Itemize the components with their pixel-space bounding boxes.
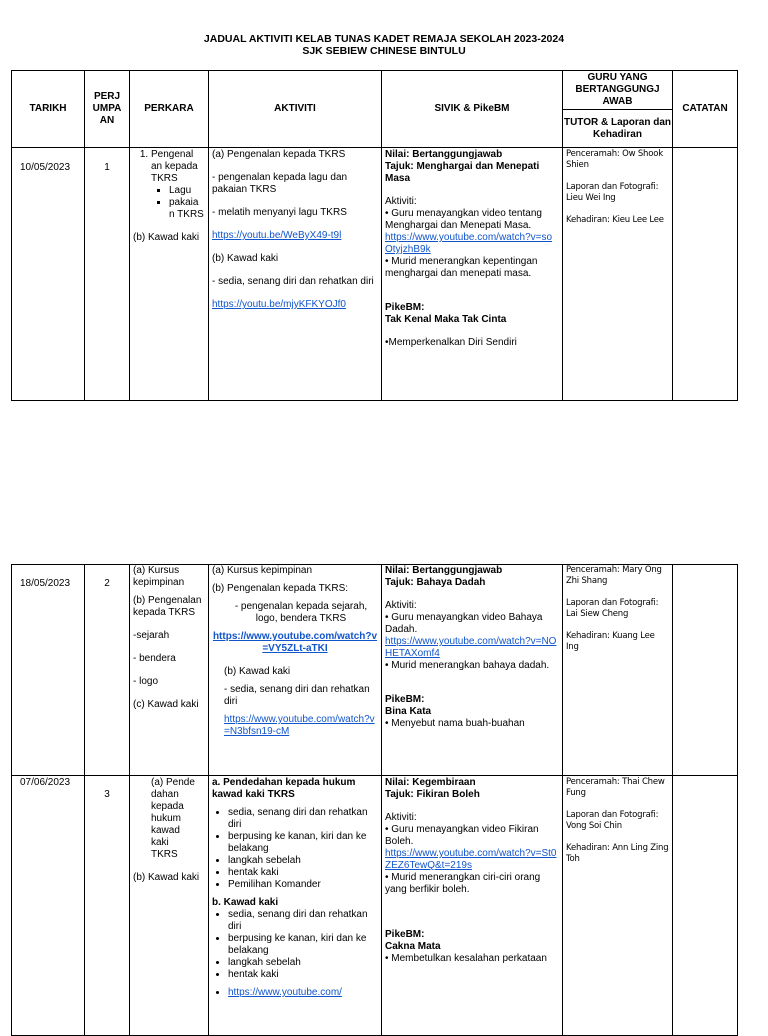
list-item: • berpusing ke kanan, kiri dan ke belakang xyxy=(228,933,378,957)
aktiviti-cell xyxy=(209,565,381,738)
penceramah: Penceramah: Ow Shook Shien xyxy=(566,149,663,170)
date-cell: 18/05/2023 xyxy=(20,578,71,589)
list-item: 1. Pengenal an kepada TKRS xyxy=(151,149,205,185)
penceramah: Penceramah: Thai Chew Fung xyxy=(566,777,665,798)
list-item: • langkah sebelah xyxy=(228,957,378,969)
tutor-cell xyxy=(563,565,672,653)
laporan-fotografi: Laporan dan Fotografi: Lieu Wei Ing xyxy=(566,182,659,203)
nilai-label: Nilai: Bertanggungjawab xyxy=(385,565,503,576)
laporan-fotografi: Laporan dan Fotografi: Vong Soi Chin xyxy=(566,810,659,831)
list-item: • hentak kaki xyxy=(228,969,378,981)
sivik-text: • Murid menerangkan kepentingan menghargai dan menepati masa. xyxy=(385,256,538,279)
list-item: • sedia, senang diri dan rehatkan diri xyxy=(228,909,378,933)
catatan-cell xyxy=(673,148,738,401)
schedule-table-page-1 xyxy=(11,70,738,401)
nilai-label: Nilai: Kegembiraan xyxy=(385,777,476,788)
meeting-number: 1 xyxy=(104,162,110,173)
pikebm-title: Tak Kenal Maka Tak Cinta xyxy=(385,314,507,325)
date-cell: 10/05/2023 xyxy=(20,162,71,173)
document-title: JADUAL AKTIVITI KELAB TUNAS KADET REMAJA SEKOLAH 2023-2024 xyxy=(203,33,565,45)
aktiviti-heading: (b) Kawad kaki xyxy=(212,253,279,264)
aktiviti-text: - pengenalan kepada lagu dan pakaian TKRS xyxy=(212,172,348,195)
pikebm-item: •Memperkenalkan Diri Sendiri xyxy=(385,337,517,348)
sivik-text: • Guru menayangkan video tentang Menghargai dan Menepati Masa. xyxy=(385,208,542,231)
aktiviti-heading: (b) Kawad kaki xyxy=(224,666,291,677)
pikebm-label: PikeBM: xyxy=(385,302,425,313)
aktiviti-heading: b. Kawad kaki xyxy=(212,897,279,908)
pikebm-item: • Membetulkan kesalahan perkataan xyxy=(385,953,547,964)
header-tutor: TUTOR & Laporan dan Kehadiran xyxy=(563,110,673,148)
tajuk-label: Tajuk: Menghargai dan Menepati Masa xyxy=(385,161,540,184)
video-link[interactable]: https://youtu.be/WeByX49-t9l xyxy=(212,230,342,241)
video-link[interactable]: https://youtu.be/mjyKFKYOJf0 xyxy=(212,299,346,310)
table-row xyxy=(12,148,738,401)
perkara-item: (a) Kursus kepimpinan xyxy=(133,565,185,588)
kehadiran: Kehadiran: Kieu Lee Lee xyxy=(566,215,664,225)
aktiviti-heading: (a) Pengenalan kepada TKRS xyxy=(212,149,346,160)
sivik-cell xyxy=(382,565,562,730)
penceramah: Penceramah: Mary Ong Zhi Shang xyxy=(566,565,662,586)
list-item: • langkah sebelah xyxy=(228,855,378,867)
aktiviti-text: - melatih menyanyi lagu TKRS xyxy=(212,207,347,218)
kehadiran: Kehadiran: Ann Ling Zing Toh xyxy=(566,843,669,864)
sivik-text: • Guru menayangkan video Bahaya Dadah. xyxy=(385,612,543,635)
tajuk-label: Tajuk: Fikiran Boleh xyxy=(385,789,480,800)
aktiviti-cell xyxy=(209,776,381,999)
sivik-text: • Murid menerangkan ciri-ciri orang yang berfikir boleh. xyxy=(385,872,541,895)
header-guru: GURU YANG BERTANGGUNGJ AWAB xyxy=(563,71,673,110)
school-name: SJK SEBIEW CHINESE BINTULU xyxy=(302,45,466,57)
header-tarikh: TARIKH xyxy=(12,71,85,148)
video-link[interactable]: https://www.youtube.com/watch?v=soOtyjzhB9k xyxy=(385,232,553,255)
tajuk-label: Tajuk: Bahaya Dadah xyxy=(385,577,486,588)
header-perjumpaan: PERJ UMPA AN xyxy=(85,71,130,148)
list-item: • hentak kaki xyxy=(228,867,378,879)
tutor-cell xyxy=(563,148,672,226)
list-item: ▪ Lagu xyxy=(169,185,205,197)
catatan-cell xyxy=(673,565,738,776)
kehadiran: Kehadiran: Kuang Lee Ing xyxy=(566,631,655,652)
aktiviti-heading: a. Pendedahan kepada hukum kawad kaki TKRS xyxy=(212,777,356,800)
perkara-sub: - logo xyxy=(133,676,159,687)
meeting-number: 3 xyxy=(104,789,110,800)
aktiviti-heading: (a) Kursus kepimpinan xyxy=(212,565,313,576)
video-link[interactable]: https://www.youtube.com/ xyxy=(228,987,342,998)
schedule-table-page-2 xyxy=(11,564,738,1036)
perkara-sub: - bendera xyxy=(133,653,176,664)
aktiviti-cell xyxy=(209,148,381,311)
aktiviti-label: Aktiviti: xyxy=(385,196,417,207)
list-item: • berpusing ke kanan, kiri dan ke belakang xyxy=(228,831,378,855)
video-link[interactable]: https://www.youtube.com/watch?v=N3bfsn19-cM xyxy=(224,714,375,737)
aktiviti-list xyxy=(212,909,378,981)
tutor-cell xyxy=(563,776,672,865)
header-sivik: SIVIK & PikeBM xyxy=(382,71,563,148)
aktiviti-text: - pengenalan kepada sejarah, logo, bendera TKRS xyxy=(234,601,368,624)
sivik-cell xyxy=(382,148,562,349)
perkara-item: (b) Kawad kaki xyxy=(133,872,200,883)
meeting-number: 2 xyxy=(104,578,110,589)
video-link[interactable]: https://www.youtube.com/watch?v=St0ZEZ6TewQ&t=219s xyxy=(385,848,557,871)
perkara-cell xyxy=(130,565,208,711)
aktiviti-label: Aktiviti: xyxy=(385,812,417,823)
pikebm-label: PikeBM: xyxy=(385,694,425,705)
perkara-kawad: (b) Kawad kaki xyxy=(133,232,200,243)
pikebm-label: PikeBM: xyxy=(385,929,425,940)
aktiviti-text: - sedia, senang diri dan rehatkan diri xyxy=(212,276,374,287)
sivik-cell xyxy=(382,776,562,965)
video-link[interactable]: https://www.youtube.com/watch?v=NOHETAXomf4 xyxy=(385,636,557,659)
perkara-cell xyxy=(130,776,208,884)
sivik-text: • Guru menayangkan video Fikiran Boleh. xyxy=(385,824,539,847)
pikebm-item: • Menyebut nama buah-buahan xyxy=(385,718,525,729)
catatan-cell xyxy=(673,776,738,1036)
list-item: • Pemilihan Komander xyxy=(228,879,378,891)
nilai-label: Nilai: Bertanggungjawab xyxy=(385,149,503,160)
aktiviti-text: - sedia, senang diri dan rehatkan diri xyxy=(224,684,370,707)
table-row xyxy=(12,776,738,1036)
pikebm-title: Cakna Mata xyxy=(385,941,441,952)
table-row xyxy=(12,565,738,776)
perkara-item: (b) Pengenalan kepada TKRS xyxy=(133,595,202,618)
list-item: ▪ pakaia n TKRS xyxy=(169,197,205,221)
perkara-item: (c) Kawad kaki xyxy=(133,699,199,710)
laporan-fotografi: Laporan dan Fotografi: Lai Siew Cheng xyxy=(566,598,659,619)
header-catatan: CATATAN xyxy=(673,71,738,148)
aktiviti-heading: (b) Pengenalan kepada TKRS: xyxy=(212,583,349,594)
date-cell: 07/06/2023 xyxy=(20,777,71,788)
list-item: • sedia, senang diri dan rehatkan diri xyxy=(228,807,378,831)
aktiviti-label: Aktiviti: xyxy=(385,600,417,611)
perkara-item: (a) Pende dahan kepada hukum kawad kaki TKRS xyxy=(151,777,195,860)
sivik-text: • Murid menerangkan bahaya dadah. xyxy=(385,660,550,671)
header-perkara: PERKARA xyxy=(130,71,209,148)
perkara-cell xyxy=(130,148,208,244)
perkara-sub: -sejarah xyxy=(133,630,170,641)
pikebm-title: Bina Kata xyxy=(385,706,432,717)
header-aktiviti: AKTIVITI xyxy=(209,71,382,148)
aktiviti-list xyxy=(212,807,378,891)
video-link[interactable]: https://www.youtube.com/watch?v=VY5ZLt-aTKI xyxy=(212,631,378,654)
